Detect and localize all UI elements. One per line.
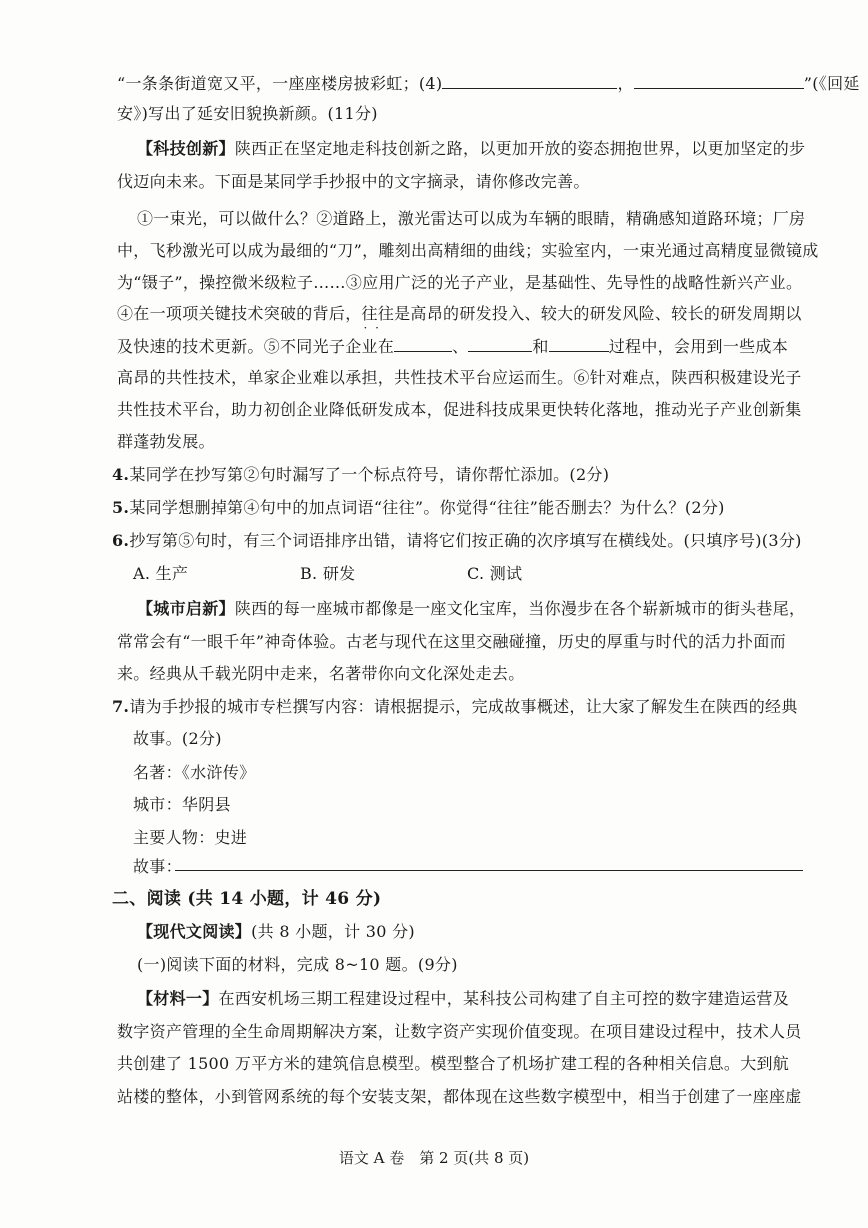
question-number: 5. — [112, 498, 130, 517]
poem-prompt: “一条条街道宽又平，一座座楼房披彩虹；(4) — [117, 74, 443, 93]
story-label: 故事： — [133, 857, 182, 876]
question-7 — [112, 697, 798, 717]
dotted-word: 往往 · · — [362, 304, 395, 323]
section-city-line: 来。经典从千载光阴中走来，名著带你向文化深处走去。 — [117, 664, 525, 683]
order-blank-1[interactable] — [394, 336, 452, 352]
comma: ， — [617, 74, 634, 93]
material-line: 站楼的整体，小到管网系统的每个安装支架，都体现在这些数字模型中，相当于创建了一座座虚 — [117, 1087, 802, 1106]
modern-reading-heading — [137, 922, 415, 942]
text: 和 — [532, 337, 549, 356]
section-text: 陕西正在坚定地走科技创新之路，以更加开放的姿态拥抱世界，以更加坚定的步 — [234, 139, 806, 158]
story-answer-line[interactable] — [175, 870, 803, 871]
question-6 — [112, 531, 802, 551]
section-tag-tech: 【科技创新】 — [137, 139, 235, 158]
answer-blank-1[interactable] — [442, 73, 617, 89]
material-line: 共创建了 1500 万平方米的建筑信息模型。模型整合了机场扩建工程的各种相关信息。大到航 — [117, 1054, 790, 1073]
passage-line: 群蓬勃发展。 — [117, 432, 215, 451]
section-text: 在西安机场三期工程建设过程中，某科技公司构建了自主可控的数字建造运营及 — [218, 989, 790, 1008]
section-city-intro — [137, 599, 805, 619]
question-number: 6. — [112, 531, 130, 550]
text: 是高昂的研发投入、较大的研发风险、较长的研发周期以 — [394, 304, 802, 323]
hint-person: 主要人物：史进 — [133, 828, 248, 847]
section-text: 陕西的每一座城市都像是一座文化宝库，当你漫步在各个崭新城市的街头巷尾， — [234, 599, 806, 618]
part-one-instruction: (一)阅读下面的材料，完成 8~10 题。(9分) — [137, 955, 458, 974]
section-tech-line2: 伐迈向未来。下面是某同学手抄报中的文字摘录，请你修改完善。 — [117, 172, 590, 191]
page-footer: 语文 A 卷 第 2 页(共 8 页) — [338, 1149, 530, 1167]
order-blank-2[interactable] — [468, 336, 532, 352]
line-poem-end: 安》)写出了延安旧貌换新颜。(11分) — [117, 104, 378, 123]
passage-line: 为“镊子”，操控微米级粒子……③应用广泛的光子产业，是基础性、先导性的战略性新兴产业。 — [117, 273, 803, 292]
material-line: 数字资产管理的全生命周期解决方案，让数字资产实现价值变现。在项目建设过程中，技术人员 — [117, 1022, 802, 1041]
section-tag-material: 【材料一】 — [137, 989, 219, 1008]
hint-city: 城市：华阴县 — [133, 795, 231, 814]
text: 过程中，会用到一些成本 — [608, 337, 789, 356]
line-poem-fill — [117, 73, 860, 94]
question-5 — [112, 498, 725, 518]
question-7-cont: 故事。(2分) — [133, 729, 222, 748]
passage-line-dotted — [117, 304, 802, 324]
answer-blank-2[interactable] — [634, 73, 804, 89]
text: 、 — [452, 337, 469, 356]
option-c: C. 测试 — [467, 564, 523, 583]
section-heading-reading: 二、阅读 (共 14 小题，计 46 分) — [112, 889, 382, 909]
passage-line: 共性技术平台，助力初创企业降低研发成本，促进科技成果更快转化落地，推动光子产业创新集 — [117, 400, 802, 419]
hint-book: 名著：《水浒传》 — [133, 763, 256, 782]
passage-line: ①一束光，可以做什么？②道路上，激光雷达可以成为车辆的眼睛，精确感知道路环境；厂房 — [137, 209, 806, 228]
text: ④在一项项关键技术突破的背后， — [117, 304, 362, 323]
text: 及快速的技术更新。⑤不同光子企业在 — [117, 337, 395, 356]
passage-line-blanks — [117, 336, 788, 357]
passage-line: 高昂的共性技术，单家企业难以承担，共性技术平台应运而生。⑥针对难点，陕西积极建设光子 — [117, 368, 802, 387]
section-tag-modern: 【现代文阅读】 — [137, 922, 252, 941]
question-number: 4. — [112, 465, 130, 484]
question-text: 某同学想删掉第④句中的加点词语“往往”。你觉得“往往”能否删去？为什么？(2分) — [129, 498, 725, 517]
order-blank-3[interactable] — [549, 336, 609, 352]
passage-line: 中，飞秒激光可以成为最细的“刀”，雕刻出高精细的曲线；实验室内，一束光通过高精度显微镜成 — [117, 241, 819, 260]
question-text: 请为手抄报的城市专栏撰写内容：请根据提示，完成故事概述，让大家了解发生在陕西的经典 — [129, 697, 798, 716]
section-tech-intro — [137, 139, 805, 159]
question-text: 某同学在抄写第②句时漏写了一个标点符号，请你帮忙添加。(2分) — [129, 465, 610, 484]
poem-source: ”(《回延 — [803, 74, 860, 93]
section-tag-city: 【城市启新】 — [137, 599, 235, 618]
question-4 — [112, 465, 609, 485]
section-text: (共 8 小题，计 30 分) — [251, 922, 415, 941]
question-number: 7. — [112, 697, 130, 716]
option-a: A. 生产 — [133, 564, 189, 583]
section-city-line: 常常会有“一眼千年”神奇体验。古老与现代在这里交融碰撞，历史的厚重与时代的活力扑面而 — [117, 632, 786, 651]
question-text: 抄写第⑤句时，有三个词语排序出错，请将它们按正确的次序填写在横线处。(只填序号)(3分) — [129, 531, 802, 550]
material-one-line — [137, 989, 789, 1009]
option-b: B. 研发 — [300, 564, 356, 583]
